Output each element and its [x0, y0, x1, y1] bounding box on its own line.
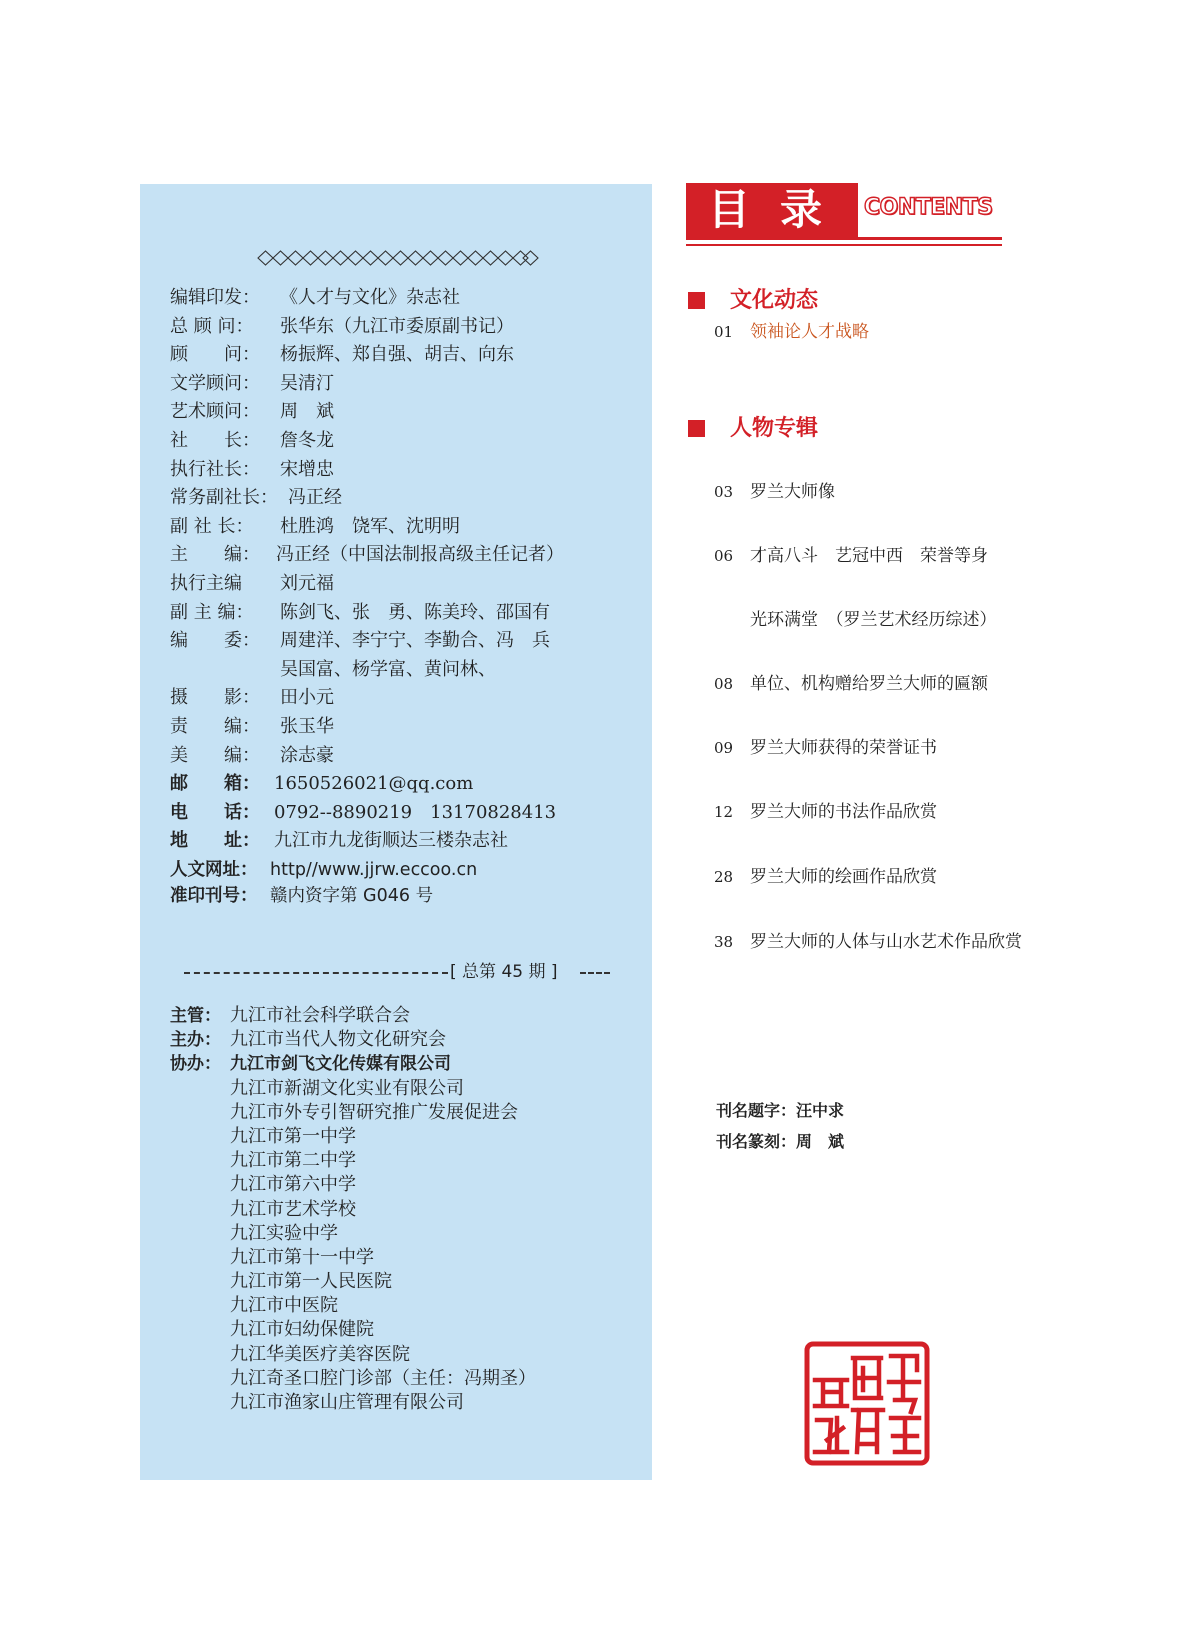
sponsor-row: 九江市艺术学校	[230, 1198, 356, 1220]
sponsor-row: 九江市妇幼保健院	[230, 1319, 374, 1341]
toc-entry[interactable]: 12 罗兰大师的书法作品欣赏	[714, 802, 937, 822]
seal-stamp-icon	[803, 1340, 931, 1467]
sponsor-row: 九江市渔家山庄管理有限公司	[230, 1392, 464, 1413]
staff-row: 总 顾 问： 张华东（九江市委原副书记）	[170, 315, 514, 337]
toc-title-en: CONTENTS	[864, 195, 993, 220]
sponsor-row: 九江华美医疗美容医院	[230, 1343, 410, 1365]
sponsor-row: 九江奇圣口腔门诊部（主任：冯期圣）	[230, 1367, 536, 1389]
header-rule	[686, 244, 1002, 246]
toc-title: 目录	[686, 183, 858, 237]
toc-entry[interactable]: 38 罗兰大师的人体与山水艺术作品欣赏	[714, 932, 1022, 952]
credit-row: 刊名题字：汪中求	[716, 1101, 845, 1120]
toc-entry[interactable]: 28 罗兰大师的绘画作品欣赏	[714, 867, 937, 887]
staff-row: 文学顾问： 吴清汀	[170, 372, 334, 394]
contact-email: 邮 箱： 1650526021@qq.com	[170, 770, 650, 799]
sponsor-row: 九江市第一人民医院	[230, 1271, 392, 1293]
toc-entry[interactable]: 01 领袖论人才战略	[714, 322, 869, 342]
sponsor-row: 九江市第一中学	[230, 1125, 356, 1147]
contact-address: 地 址： 九江市九龙街顺达三楼杂志社	[170, 827, 650, 856]
sponsor-row: 主办： 九江市当代人物文化研究会	[170, 1029, 446, 1051]
dashed-divider	[184, 972, 448, 974]
issue-number: [ 总第 45 期 ]	[450, 962, 558, 982]
staff-row: 美 编： 涂志豪	[170, 744, 334, 766]
phone-value: 0792--8890219 13170828413	[274, 801, 557, 823]
website-link[interactable]: http//www.jjrw.eccoo.cn	[270, 859, 478, 880]
sponsor-list	[170, 1004, 640, 1415]
staff-row: 摄 影： 田小元	[170, 687, 334, 709]
toc-entry[interactable]: 03 罗兰大师像	[714, 482, 835, 502]
sponsor-row: 主管： 九江市社会科学联合会	[170, 1005, 410, 1026]
toc-entry[interactable]: 06 才高八斗 艺冠中西 荣誉等身	[714, 546, 988, 566]
toc-header	[686, 183, 1002, 253]
sponsor-row: 九江市第二中学	[230, 1150, 356, 1172]
staff-row: 主 编： 冯正经（中国法制报高级主任记者）	[170, 544, 564, 566]
sponsor-row: 九江实验中学	[230, 1222, 338, 1244]
sponsor-row: 九江市第六中学	[230, 1174, 356, 1196]
staff-row: 社 长： 詹冬龙	[170, 429, 334, 451]
red-square-icon	[688, 420, 705, 437]
sponsor-row: 九江市中医院	[230, 1295, 338, 1317]
staff-row: 吴国富、杨学富、黄问林、	[280, 658, 496, 680]
masthead-panel	[140, 184, 652, 1480]
staff-row: 执行主编 刘元福	[170, 572, 334, 594]
staff-row: 编辑印发： 《人才与文化》杂志社	[170, 287, 460, 308]
toc-entry-continued[interactable]: 光环满堂 （罗兰艺术经历综述）	[750, 610, 997, 630]
dashed-divider	[580, 972, 610, 974]
sponsor-row: 九江市外专引智研究推广发展促进会	[230, 1101, 518, 1123]
permit-value: 赣内资字第 G046 号	[270, 885, 434, 906]
diamond-chain-icon	[256, 250, 540, 266]
sponsor-row: 九江市第十一中学	[230, 1246, 374, 1268]
staff-row: 常务副社长： 冯正经	[170, 487, 342, 509]
title-credits	[716, 1096, 844, 1158]
staff-row: 责 编： 张玉华	[170, 715, 334, 737]
staff-row: 副 社 长： 杜胜鸿 饶军、沈明明	[170, 515, 460, 537]
staff-row: 顾 问： 杨振辉、郑自强、胡吉、向东	[170, 344, 514, 366]
sponsor-row: 协办： 九江市剑飞文化传媒有限公司	[170, 1054, 451, 1075]
address-value: 九江市九龙街顺达三楼杂志社	[274, 830, 508, 852]
toc-entry[interactable]: 08 单位、机构赠给罗兰大师的匾额	[714, 674, 988, 694]
email-value[interactable]: 1650526021@qq.com	[274, 773, 474, 795]
staff-row: 艺术顾问： 周 斌	[170, 401, 334, 423]
toc-entry[interactable]: 09 罗兰大师获得的荣誉证书	[714, 738, 937, 758]
contact-website: 人文网址： http//www.jjrw.eccoo.cn	[170, 856, 650, 882]
header-rule	[686, 237, 1002, 240]
staff-row: 编 委： 周建洋、李宁宁、李勤合、冯 兵	[170, 630, 550, 652]
issue-line	[184, 960, 614, 984]
red-square-icon	[688, 292, 705, 309]
contact-permit: 准印刊号： 赣内资字第 G046 号	[170, 882, 650, 911]
credit-row: 刊名篆刻：周 斌	[716, 1132, 845, 1151]
staff-list	[170, 284, 650, 910]
staff-row: 副 主 编： 陈剑飞、张 勇、陈美玲、邵国有	[170, 601, 550, 623]
contact-phone: 电 话： 0792--8890219 13170828413	[170, 799, 650, 828]
sponsor-row: 九江市新湖文化实业有限公司	[230, 1077, 464, 1099]
staff-row: 执行社长： 宋增忠	[170, 458, 334, 480]
